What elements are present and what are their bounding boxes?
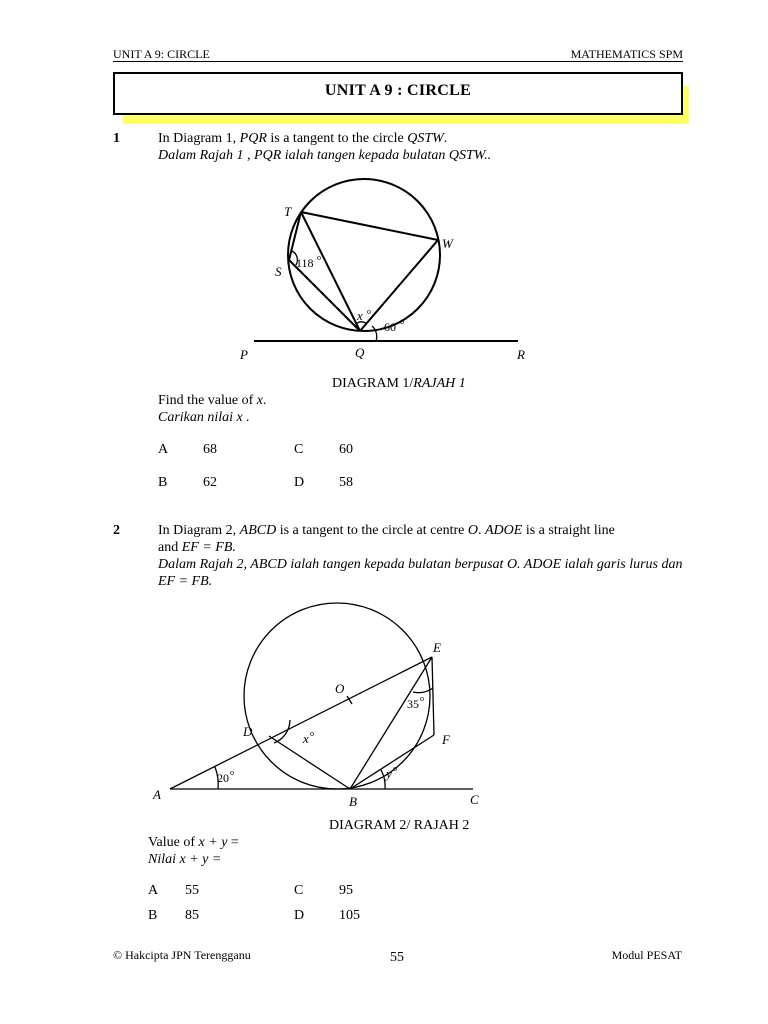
footer-module-name: Modul PESAT [611,948,682,962]
q2-option-c[interactable] [294,882,353,899]
header-left: UNIT A 9: CIRCLE [113,47,210,61]
footer-page-number: 55 [390,950,404,965]
q1-option-a[interactable] [158,441,217,458]
q1-option-c-value: 60 [339,442,353,457]
q2-circle [244,603,430,789]
q2-angle-x-degree: o [310,729,314,738]
q2-label-f: F [442,732,450,747]
q1-angle-118-label: 118 [296,256,314,270]
q1-angle-118-degree: o [317,253,321,262]
q1-angle-x-label: x [357,308,363,323]
q1-angle-60-label: 60 [384,320,396,334]
q2-option-d-letter: D [294,908,305,923]
q1-option-a-letter: A [158,442,169,457]
q1-label-r: R [517,347,525,362]
q1-circle [288,179,440,331]
q2-chord-ef [432,657,434,735]
q2-option-a-letter: A [148,883,159,898]
q2-diagram [145,600,495,815]
q1-label-q: Q [355,345,365,360]
q1-option-c-letter: C [294,442,304,457]
q2-prompt-malay-line1: Dalam Rajah 2, ABCD ialah tangen kepada bulatan berpusat O. ADOE ialah garis lurus dan [158,557,683,572]
q2-option-b-value: 85 [185,908,199,923]
q2-option-b[interactable] [148,907,199,924]
q1-option-d-value: 58 [339,475,353,490]
title-box [113,72,683,115]
q2-value-english: Value of x + y = [148,835,239,850]
q2-option-d[interactable] [294,907,360,924]
q2-number: 2 [113,523,120,538]
q1-option-a-value: 68 [203,442,217,457]
q2-option-c-value: 95 [339,883,353,898]
q1-find-malay: Carikan nilai x . [158,410,250,425]
q2-option-a[interactable] [148,882,199,899]
q1-label-p: P [240,347,248,362]
q1-prompt-english: In Diagram 1, PQR is a tangent to the circle QSTW. [158,131,448,146]
q1-label-t: T [284,204,292,219]
q2-prompt-malay-line2: EF = FB. [158,574,213,589]
q2-prompt-english-line1: In Diagram 2, ABCD is a tangent to the circle at centre O. ADOE is a straight line [158,523,615,538]
q1-chord-wq [360,240,438,331]
q2-option-c-letter: C [294,883,304,898]
q2-angle-x-label: x [303,731,309,746]
q2-chord-fb [350,735,434,789]
q2-option-a-value: 55 [185,883,199,898]
q2-angle-20-label: 20 [217,771,229,785]
q1-number: 1 [113,131,120,146]
q2-angle-y-degree: o [393,764,397,773]
q1-chord-tw [301,212,438,240]
q1-option-d-letter: D [294,475,305,490]
q2-angle-y-arc [381,770,385,789]
q2-label-b: B [349,794,357,809]
footer-copyright: © Hakcipta JPN Terengganu [113,948,251,962]
page-title: UNIT A 9 : CIRCLE [324,82,472,99]
q2-caption: DIAGRAM 2/ RAJAH 2 [329,818,470,833]
q1-option-b-letter: B [158,475,168,490]
q2-option-d-value: 105 [339,908,360,923]
q2-prompt-english-line2: and EF = FB. [158,540,236,555]
page-header [113,47,683,62]
q2-angle-35-label: 35 [407,697,419,711]
q1-label-w: W [442,236,453,251]
q2-label-d: D [243,724,253,739]
q1-angle-60-arc [372,326,377,341]
q1-chord-tq [301,212,360,331]
q1-option-d[interactable] [294,474,353,491]
header-right: MATHEMATICS SPM [570,47,683,61]
q1-option-c[interactable] [294,441,353,458]
q1-option-b-value: 62 [203,475,217,490]
q2-label-a: A [153,787,161,802]
q2-label-c: C [470,792,479,807]
q1-option-b[interactable] [158,474,217,491]
q2-angle-y-label: y [386,766,392,781]
q1-label-s: S [275,264,282,279]
q2-option-b-letter: B [148,908,158,923]
q2-angle-20-degree: o [230,768,234,777]
q1-diagram [230,170,540,365]
q2-angle-35-degree: o [420,694,424,703]
q1-angle-60-degree: o [400,317,404,326]
q1-prompt-malay: Dalam Rajah 1 , PQR ialah tangen kepada bulatan QSTW.. [158,148,492,163]
q2-value-malay: Nilai x + y = [148,852,222,867]
q2-label-e: E [433,640,441,655]
q2-chord-db [269,736,350,789]
q2-angle-x-arc [274,720,290,743]
q1-angle-x-degree: o [367,307,371,316]
q2-label-o: O [335,681,345,696]
q1-caption: DIAGRAM 1/RAJAH 1 [332,376,466,391]
q1-find-english: Find the value of x. [158,393,267,408]
